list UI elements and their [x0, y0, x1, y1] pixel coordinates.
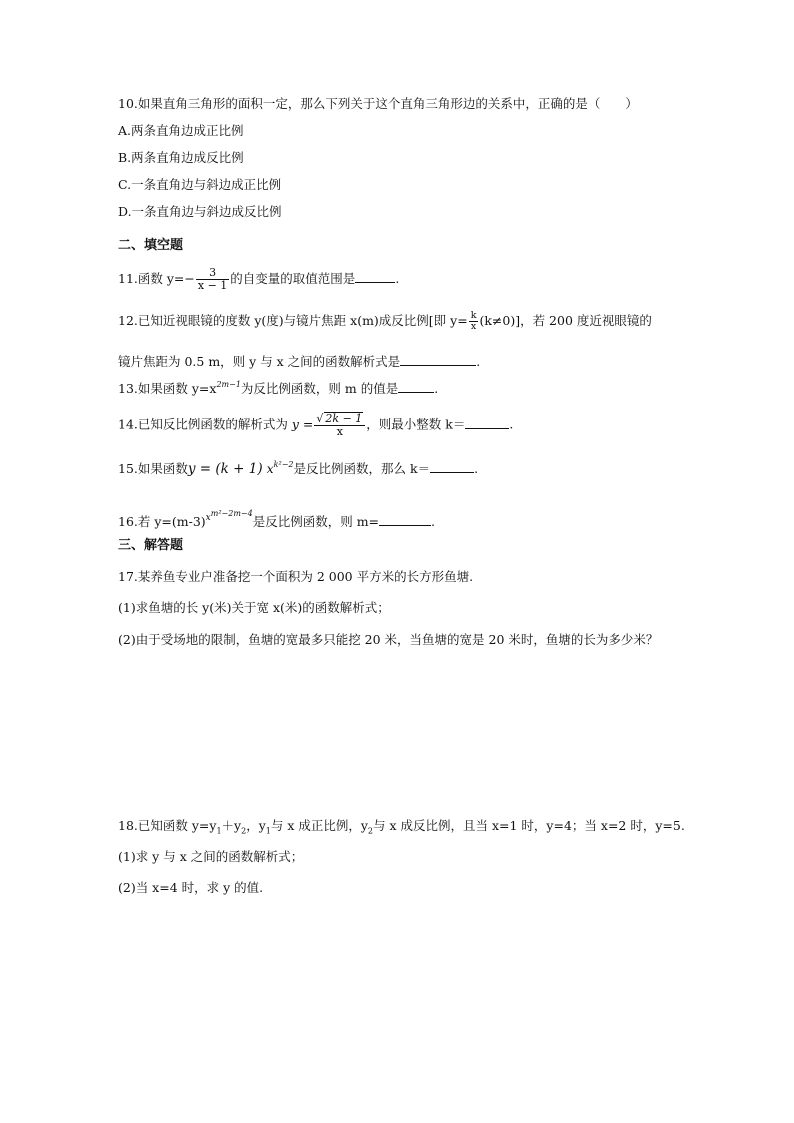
answer-blank[interactable]: [400, 352, 476, 366]
question-18-stem: 18.已知函数 $y=y_1+y_2$，$y_1$与 x 成正比例，$y_2$与 x 成反比例，且当 x=1 时，y=4；当 x=2 时，y=5.: [118, 818, 685, 836]
answer-blank[interactable]: [379, 512, 431, 526]
question-10-stem: [118, 95, 638, 113]
question-18-part2: (2)当 x=4 时，求 y 的值.: [118, 880, 264, 895]
question-17-stem: 17.某养鱼专业户准备挖一个面积为 2 000 平方米的长方形鱼塘.: [118, 569, 474, 584]
question-18-part1: (1)求 y 与 x 之间的函数解析式；: [118, 849, 304, 864]
q10-option-d: D.一条直角边与斜边成反比例: [118, 204, 282, 219]
question-12-line1: 12.已知近视眼镜的度数 y(度)与镜片焦距 x(m)成反比例[即 y= $\frac{k}{x}$ (k≠0)]，若 200 度近视眼镜的: [118, 310, 652, 332]
question-17-part1: (1)求鱼塘的长 y(米)关于宽 x(米)的函数解析式；: [118, 600, 390, 615]
q10-stem-text: 10.如果直角三角形的面积一定，那么下列关于这个直角三角形边的关系中，正确的是（ ）: [118, 96, 638, 111]
q10-option-c: C.一条直角边与斜边成正比例: [118, 177, 282, 192]
answer-blank[interactable]: [355, 269, 395, 283]
answer-blank[interactable]: [398, 379, 434, 393]
question-14: 14.已知反比例函数的解析式为 y = $\frac{√ 2k - 1}{x}$ ，则最小整数 k＝ .: [118, 412, 514, 438]
q10-option-b: B.两条直角边成反比例: [118, 150, 244, 165]
question-17-part2: (2)由于受场地的限制，鱼塘的宽最多只能挖 20 米，当鱼塘的宽是 20 米时，鱼塘的长为多少米？: [118, 632, 659, 647]
q14-fraction: $\frac{√ 2k - 1}{x}$: [314, 412, 365, 438]
q11-fraction: $\frac{3}{x - 1}$: [197, 266, 228, 292]
section-heading-fill-in: 二、填空题: [118, 238, 184, 253]
question-16: 16.若 $y=(m-3)^{xm^2-2m-4}$是反比例函数，则 m= .: [118, 509, 436, 529]
q10-option-a: A.两条直角边成正比例: [118, 123, 244, 138]
q13-exponent: 2m−1: [216, 380, 241, 389]
q15-exponent: k²−2: [273, 460, 294, 469]
question-15: 15.如果函数y = (k + 1) $x^{k^2-2}$是反比例函数，那么 k＝ .: [118, 460, 479, 477]
answer-blank[interactable]: [430, 459, 474, 473]
question-12-line2: 镜片焦距为 0.5 m，则 y 与 x 之间的函数解析式是 .: [118, 354, 481, 369]
section-heading-solve: 三、解答题: [118, 538, 184, 553]
question-13: 13.如果函数 $y=x^{2m-1}$为反比例函数，则 m 的值是 .: [118, 380, 439, 396]
q16-exponent: m²−2m−4: [210, 509, 253, 518]
question-11: 11.函数 y=− $\frac{3}{x - 1}$ 的自变量的取值范围是 .: [118, 266, 400, 292]
answer-blank[interactable]: [465, 415, 509, 429]
q12-fraction: $\frac{k}{x}$: [470, 310, 477, 332]
